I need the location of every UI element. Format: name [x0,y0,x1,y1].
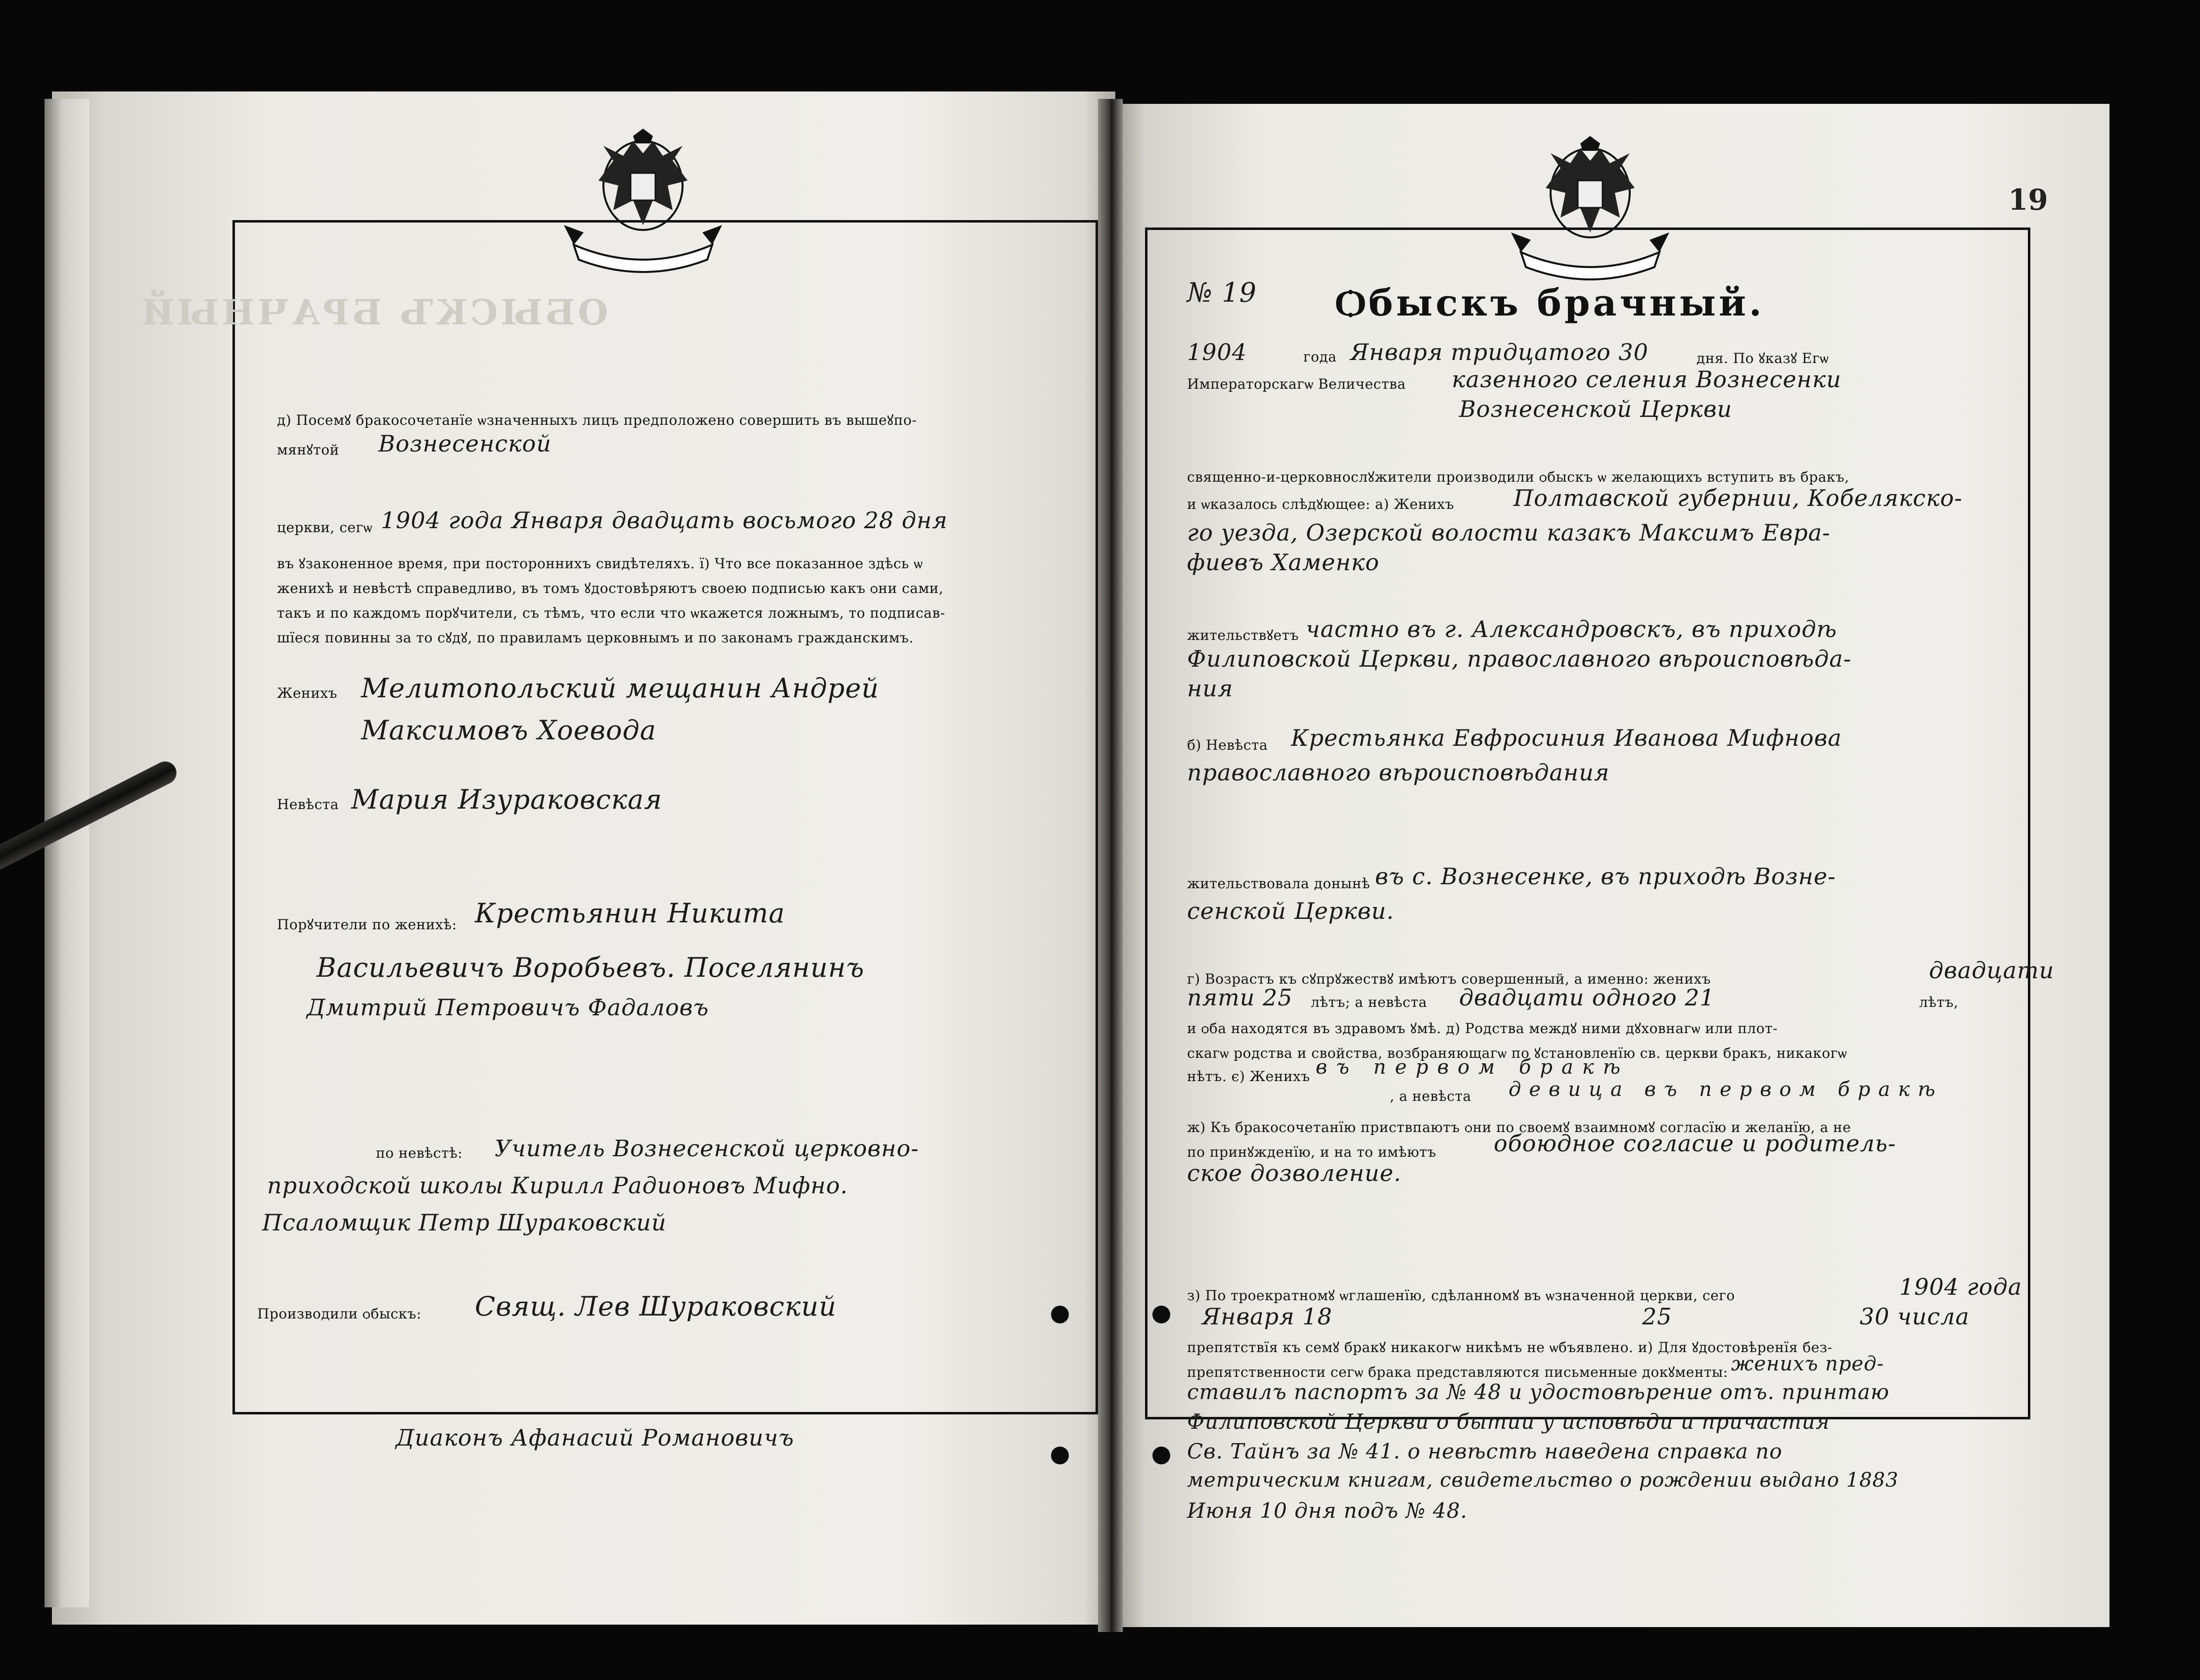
age-hand-1: двадцати [1929,957,2055,984]
guarantors-groom-hand-2: Васильевичъ Воробьевъ. Поселянинъ [317,952,865,983]
banns-hand-10: Июня 10 дня подъ № 48. [1187,1498,1467,1523]
book-gutter [1098,99,1123,1632]
age-hand-3: двадцати одного 21 [1459,984,1715,1011]
clause-d-line-2: мянꙋтой [277,442,339,458]
bride-residence-hand-1: въ с. Вознесенке, въ приходѣ Возне- [1375,863,1836,890]
groom-hand-2: Максимовъ Хоевода [361,715,656,746]
clause-d-line-4: въ ꙋзаконенное время, при постороннихъ свидѣтеляхъ. ї) Что все показанное здѣсь ѡ [277,555,923,572]
age-hand-2: пяти 25 [1187,984,1293,1011]
imperial-crest-left [559,126,727,274]
groom-residence-hand-2: Филиповской Церкви, православного вѣроисповѣда- [1187,645,1852,672]
binding-hole [1051,1447,1069,1464]
age-printed-4: и ѻба находятся въ здравомъ ꙋмѣ. д) Родства междꙋ ними дꙋховнагѡ или плот- [1187,1020,1778,1037]
bride-hand-2: православного вѣроисповѣдания [1187,759,1610,786]
intro-printed-1: священно-и-церковнослꙋжители производили ѻбыскъ ѡ желающихъ вступить въ бракъ, [1187,469,1849,485]
header-printed-1: года [1303,349,1337,365]
guarantors-bride-label: по невѣстѣ: [376,1145,463,1161]
record-title: Ѻбыскъ брачный. [1335,282,1765,324]
intro-hand-2: го уезда, Озерской волости казакъ Максимъ Евра- [1187,519,1831,546]
guarantors-bride-hand-1: Учитель Вознесенской церковно- [495,1135,919,1162]
groom-residence-printed: жительствꙋетъ [1187,627,1299,643]
header-place-2: Вознесенской Церкви [1459,396,1733,422]
age-printed-1: г) Возрастъ къ сꙋпрꙋжествꙋ имѣютъ совершенный, а именно: женихъ [1187,971,1711,987]
age-printed-5: скагѡ родства и свойства, возбраняющагѡ по ꙋстановленїю св. церкви бракъ, никакогѡ [1187,1045,1847,1061]
banns-hand-5: женихъ пред- [1731,1353,1884,1375]
age-printed-2: лѣтъ; а невѣста [1311,994,1427,1010]
clause-d-line-6: такъ и по каждомъ порꙋчители, съ тѣмъ, что если что ѡкажется ложнымъ, то подписав- [277,605,945,621]
record-number: № 19 [1187,277,1257,308]
bride-hand: Мария Изураковская [351,784,663,815]
guarantors-groom-hand-3: Дмитрий Петровичъ Фадаловъ [307,994,709,1021]
banns-hand-2: Января 18 [1202,1303,1332,1330]
bride-residence-printed: жительствовала донынѣ [1187,875,1371,892]
bride-printed: б) Невѣста [1187,737,1268,753]
groom-residence-hand-1: частно въ г. Александровскъ, въ приходѣ [1306,616,1837,642]
age-printed-3: лѣтъ, [1919,994,1959,1010]
header-printed-2: дня. По ꙋказꙋ Егѡ [1696,350,1829,366]
clause-d-line-3: церкви, сегѡ [277,519,372,536]
groom-hand-1: Мелитопольский мещанин Андрей [361,673,879,704]
bride-hand-1: Крестьянка Евфросиния Иванова Мифнова [1291,725,1842,751]
conducted-hand-1: Свящ. Лев Шураковский [475,1291,837,1322]
age-printed-6: нѣтъ. є) Женихъ [1187,1068,1310,1085]
book-edge [45,99,89,1607]
groom-residence-hand-3: ния [1187,675,1234,702]
binding-hole [1051,1306,1069,1323]
page-number: 19 [2008,183,2048,217]
banns-hand-7: Филиповской Церкви о бытии у исповѣди и причастия [1187,1409,1830,1434]
banns-printed-2: препятствїя къ семꙋ бракꙋ никакогѡ никѣмъ не ѡбъявлено. и) Для ꙋдостовѣренїя без- [1187,1339,1833,1356]
age-printed-7: , а невѣста [1390,1088,1471,1104]
guarantors-groom-label: Порꙋчители по женихѣ: [277,916,457,933]
bleed-through-heading: ОБЫСКЪ БРАЧНЫЙ [138,292,608,333]
banns-hand-9: метрическим книгам, свидетельство о рождении выдано 1883 [1187,1469,1899,1492]
age-hand-4: въ первом бракѣ [1316,1056,1629,1079]
consent-printed-1: ж) Къ бракосочетанїю приствпаютъ ѻни по своемꙋ взаимномꙋ согласїю и желанїю, а не [1187,1119,1851,1135]
clause-d-line-7: шїеся повинны за то сꙋдꙋ, по правиламъ церковнымъ и по законамъ гражданскимъ. [277,630,914,646]
banns-hand-4: 30 числа [1860,1303,1970,1330]
intro-hand-1: Полтавской губернии, Кобелякско- [1513,485,1963,511]
clause-d-line-5: женихѣ и невѣстѣ справедливо, въ томъ ꙋдостовѣряютъ своею подписью какъ ѻни сами, [277,580,944,596]
guarantors-groom-hand-1: Крестьянин Никита [475,898,785,929]
header-place-1: казенного селения Вознесенки [1452,366,1842,393]
binding-hole [1152,1306,1170,1323]
conducted-hand-2: Диаконъ Афанасий Романовичъ [396,1424,794,1451]
binding-hole [1152,1447,1170,1464]
guarantors-bride-hand-3: Псаломщик Петр Шураковский [262,1209,667,1236]
banns-hand-6: ставилъ паспортъ за № 48 и удостовѣрение отъ. принтаю [1187,1380,1889,1404]
banns-printed-1: з) По троекратномꙋ ѡглашенїю, сдѣланномꙋ въ ѡзначенной церкви, сего [1187,1287,1735,1304]
header-year: 1904 [1187,339,1247,365]
intro-hand-3: фиевъ Хаменко [1187,549,1379,576]
guarantors-bride-hand-2: приходской школы Кирилл Радионовъ Мифно. [267,1172,848,1199]
imperial-crest-right [1506,134,1674,282]
intro-printed-2: и ѡказалось слѣдꙋющее: а) Женихъ [1187,496,1455,512]
banns-hand-3: 25 [1642,1303,1672,1330]
groom-label: Женихъ [277,685,337,701]
conducted-label: Производили ѻбыскъ: [257,1306,421,1322]
header-printed-3: Императорскагѡ Величества [1187,376,1406,392]
clause-d-hand-date: 1904 года Января двадцать восьмого 28 дня [381,507,948,534]
header-month: Января тридцатого 30 [1350,339,1649,365]
age-hand-5: девица въ первом бракѣ [1509,1078,1943,1101]
bride-label: Невѣста [277,796,339,813]
clause-d-hand-church: Вознесенской [378,430,551,457]
banns-hand-1: 1904 года [1899,1273,2022,1300]
banns-printed-3: препятственности сегѡ брака представляются письменные докꙋменты: [1187,1364,1728,1380]
consent-hand-1: обоюдное согласие и родитель- [1494,1130,1896,1157]
consent-hand-2: ское дозволение. [1187,1160,1402,1186]
clause-d-line-1: д) Посемꙋ бракосочетанїе ѡзначенныхъ лицъ предположено совершить въ вышеꙋпо- [277,412,917,428]
consent-printed-2: по принꙋжденїю, и на то имѣютъ [1187,1144,1436,1160]
banns-hand-8: Св. Тайнъ за № 41. о невѣстѣ наведена справка по [1187,1439,1783,1463]
bride-residence-hand-2: сенской Церкви. [1187,898,1394,924]
